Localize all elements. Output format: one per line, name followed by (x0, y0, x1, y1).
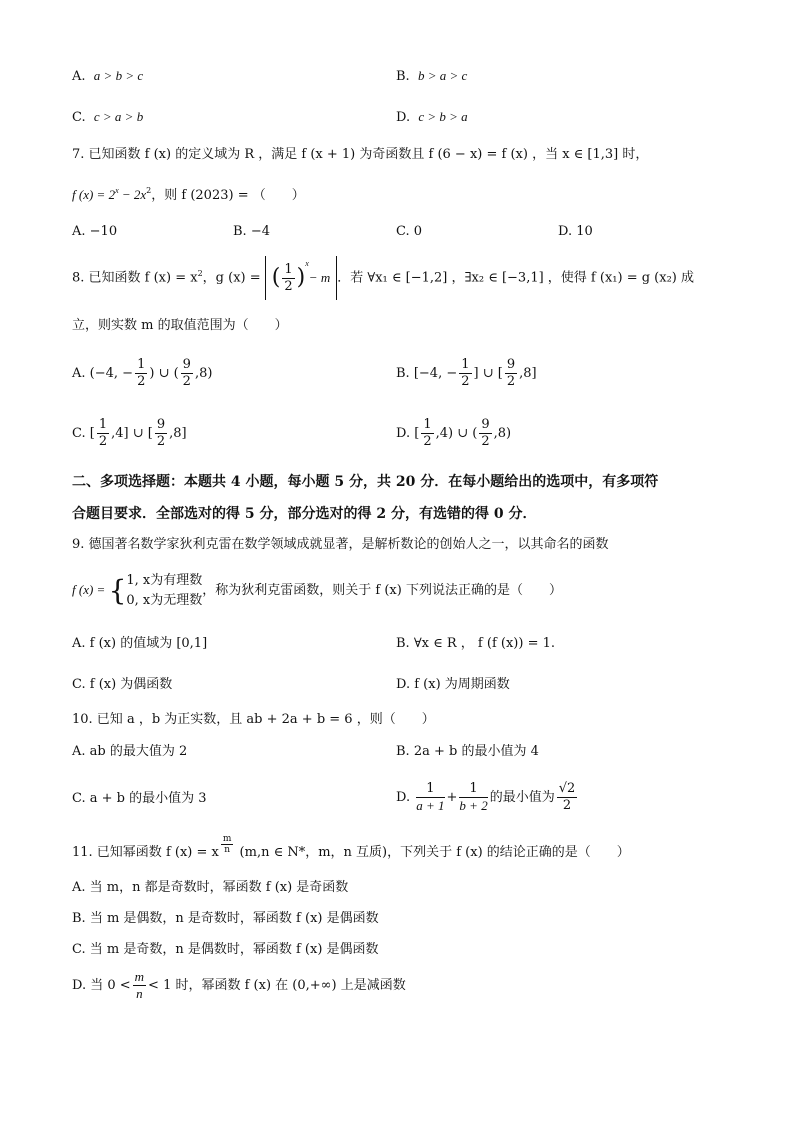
q10-option-b: B. 2a + b 的最小值为 4 (396, 744, 539, 759)
q11-option-c: C. 当 m 是奇数，n 是偶数时，幂函数 f (x) 是偶函数 (72, 942, 379, 957)
q11-option-a: A. 当 m，n 都是奇数时，幂函数 f (x) 是奇函数 (72, 880, 349, 895)
q11-option-d: D. 当 0 < $\frac{m}{n}$ < 1 时，幂函数 f (x) 在 (0,+∞) 上是减函数 (72, 969, 406, 1001)
q9-stem-line1: 9. 德国著名数学家狄利克雷在数学领域成就显著，是解析数论的创始人之一，以其命名的函数 (72, 537, 609, 552)
q9-option-c: C. f (x) 为偶函数 (72, 677, 173, 692)
q7-stem-line1: 7. 已知函数 f (x) 的定义域为 R ，满足 f (x + 1) 为奇函数且 f (6 − x) = f (x) ，当 x ∈ [1,3] 时， (72, 147, 649, 162)
q8-stem-line2: 立，则实数 m 的取值范围为（ ） (72, 318, 288, 333)
q10-stem: 10. 已知 a ，b 为正实数，且 ab + 2a + b = 6 ，则（ ） (72, 712, 435, 727)
q7-option-d: D. 10 (558, 224, 593, 239)
q6-option-d: D. c > b > a (396, 109, 468, 125)
abs-bars: ( $\frac{1}{2}$ ) x − m (265, 256, 337, 300)
q9-stem-line2: f (x) = { 1, x为有理数 0, x为无理数 ，称为狄利克雷函数，则关于 f (x) 下列说法正确的是（ ） (72, 568, 562, 613)
q6-option-a: A. a > b > c (72, 68, 144, 84)
q8-option-b: B. [−4, − $\frac{1}{2}$ ] ∪ [ $\frac{9}{2}$ ,8] (396, 357, 537, 389)
fraction: $\frac{1}{2}$ (284, 261, 293, 294)
q9-option-b: B. ∀x ∈ R ， f (f (x)) = 1. (396, 636, 556, 651)
q9-option-a: A. f (x) 的值域为 [0,1] (72, 636, 208, 651)
q11-option-b: B. 当 m 是偶数，n 是奇数时，幂函数 f (x) 是偶函数 (72, 911, 379, 926)
q8-option-c: C. [ $\frac{1}{2}$ ,4] ∪ [ $\frac{9}{2}$ ,8] (72, 417, 187, 449)
q7-option-c: C. 0 (396, 224, 423, 239)
section-heading-line1: 二、多项选择题：本题共 4 小题，每小题 5 分，共 20 分．在每小题给出的选项中，有多项符 (72, 474, 659, 490)
q6-option-c: C. c > a > b (72, 109, 144, 125)
q7-option-a: A. −10 (72, 224, 118, 239)
piecewise-cases: 1, x为有理数 0, x为无理数 (126, 572, 203, 608)
q8-option-d: D. [ $\frac{1}{2}$ ,4) ∪ ( $\frac{9}{2}$ ,8) (396, 417, 512, 449)
q10-option-a: A. ab 的最大值为 2 (72, 744, 188, 759)
q10-option-c: C. a + b 的最小值为 3 (72, 791, 207, 806)
q11-stem: 11. 已知幂函数 f (x) = x $\frac{m}{n}$ (m,n ∈ N*，m，n 互质)，下列关于 f (x) 的结论正确的是（ ） (72, 834, 630, 860)
q10-option-d: D. $\frac{1}{a + 1}$ + $\frac{1}{b + 2}$ 的最小值为 $\frac{√2}{2}$ (396, 781, 576, 813)
q7-option-b: B. −4 (233, 224, 270, 239)
q6-option-b: B. b > a > c (396, 68, 468, 84)
q8-stem-line1: 8. 已知函数 f $(x) = x^2$，g (x) = ( $\frac{1}{2}$ ) x − m ．若 ∀x₁ ∈ [−1,2] ，∃x₂ ∈ [−3,1] ，使得 f (x₁) = g (x₂) 成 (72, 256, 694, 300)
q7-stem-line2: f $(x) = 2^x - 2x^2$，则 f (2023) = （ ） (72, 186, 305, 203)
q9-option-d: D. f (x) 为周期函数 (396, 677, 510, 692)
section-heading-line2: 合题目要求．全部选对的得 5 分，部分选对的得 2 分，有选错的得 0 分． (72, 506, 537, 522)
q8-option-a: A. (−4, − $\frac{1}{2}$ ) ∪ ( $\frac{9}{2}$ ,8) (72, 357, 213, 389)
